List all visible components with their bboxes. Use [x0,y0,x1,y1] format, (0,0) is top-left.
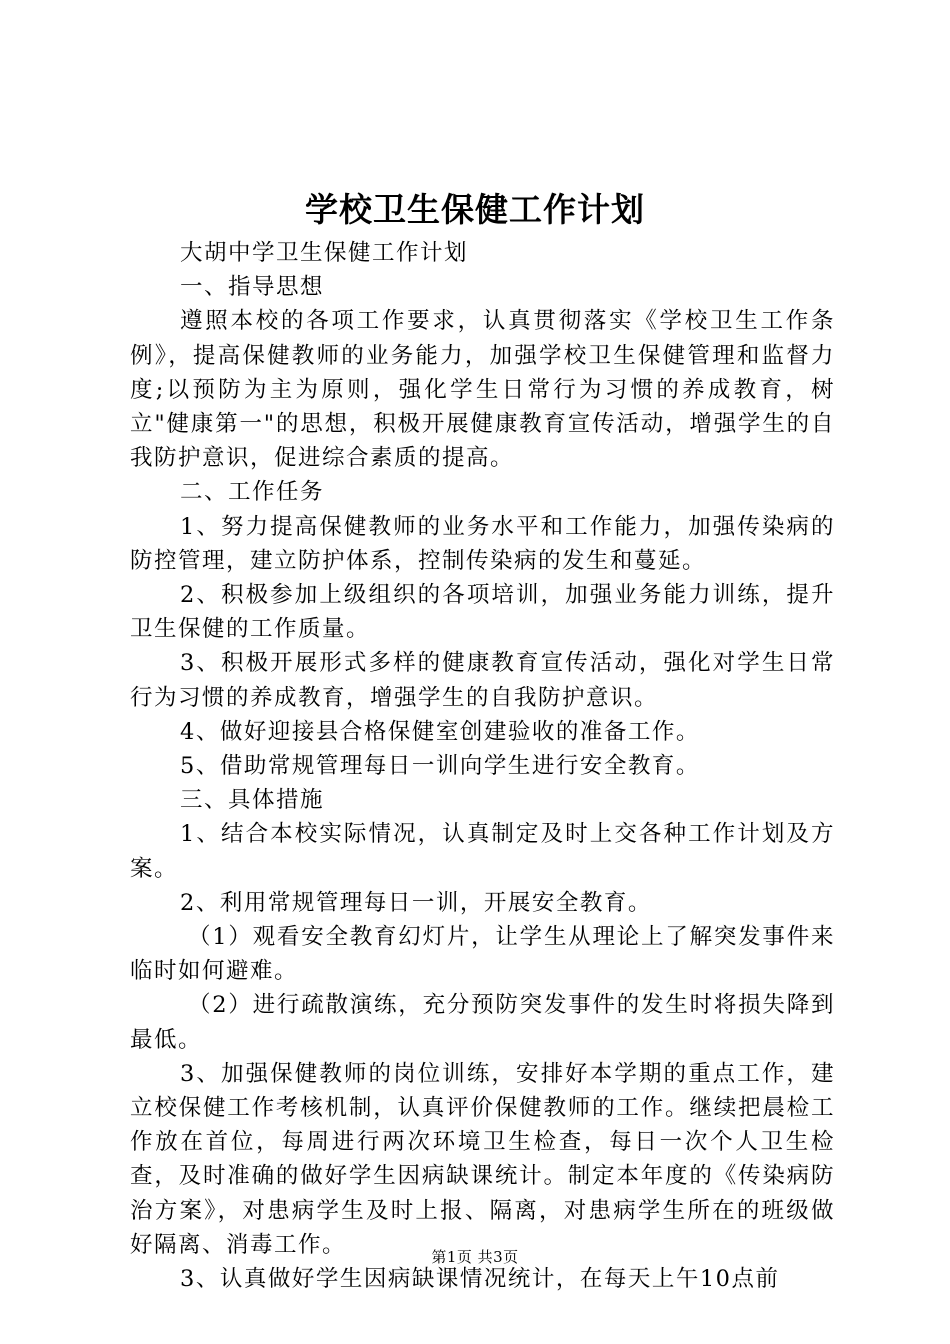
paragraph: 遵照本校的各项工作要求，认真贯彻落实《学校卫生工作条例》，提高保健教师的业务能力，加强学校卫生保健管理和监督力度;以预防为主为原则，强化学生日常行为习惯的养成教育，树立"健康第一"的思想，积极开展健康教育宣传活动，增强学生的自我防护意识，促进综合素质的提高。 [130,308,835,472]
list-item: 5、借助常规管理每日一训向学生进行安全教育。 [180,753,700,780]
sub-list-item: （2）进行疏散演练，充分预防突发事件的发生时将损失降到最低。 [130,992,835,1053]
list-item: 3、认真做好学生因病缺课情况统计，在每天上午10点前 [180,1266,780,1293]
list-item: 2、积极参加上级组织的各项培训，加强业务能力训练，提升卫生保健的工作质量。 [130,582,835,643]
section-heading-guiding-thought: 一、指导思想 [180,274,325,301]
list-item: 1、结合本校实际情况，认真制定及时上交各种工作计划及方案。 [130,821,835,882]
page-number-footer: 第1页 共3页 [431,1248,519,1266]
section-heading-measures: 三、具体措施 [180,787,325,814]
list-item: 1、努力提高保健教师的业务水平和工作能力，加强传染病的防控管理，建立防护体系，控制传染病的发生和蔓延。 [130,513,835,574]
list-item: 2、利用常规管理每日一训，开展安全教育。 [180,889,652,916]
document-title: 学校卫生保健工作计划 [305,190,645,229]
list-item: 3、积极开展形式多样的健康教育宣传活动，强化对学生日常行为习惯的养成教育，增强学生的自我防护意识。 [130,650,835,711]
list-item: 3、加强保健教师的岗位训练，安排好本学期的重点工作，建立校保健工作考核机制，认真评价保健教师的工作。继续把晨检工作放在首位，每周进行两次环境卫生检查，每日一次个人卫生检查，及时准确的做好学生因病缺课统计。制定本年度的《传染病防治方案》，对患病学生及时上报、隔离，对患病学生所在的班级做好隔离、消毒工作。 [130,1060,835,1258]
section-heading-tasks: 二、工作任务 [180,479,325,506]
document-body [130,236,835,1296]
paragraph-school-name: 大胡中学卫生保健工作计划 [180,240,469,266]
list-item: 4、做好迎接县合格保健室创建验收的准备工作。 [180,718,700,745]
sub-list-item: （1）观看安全教育幻灯片，让学生从理论上了解突发事件来临时如何避难。 [130,924,835,985]
